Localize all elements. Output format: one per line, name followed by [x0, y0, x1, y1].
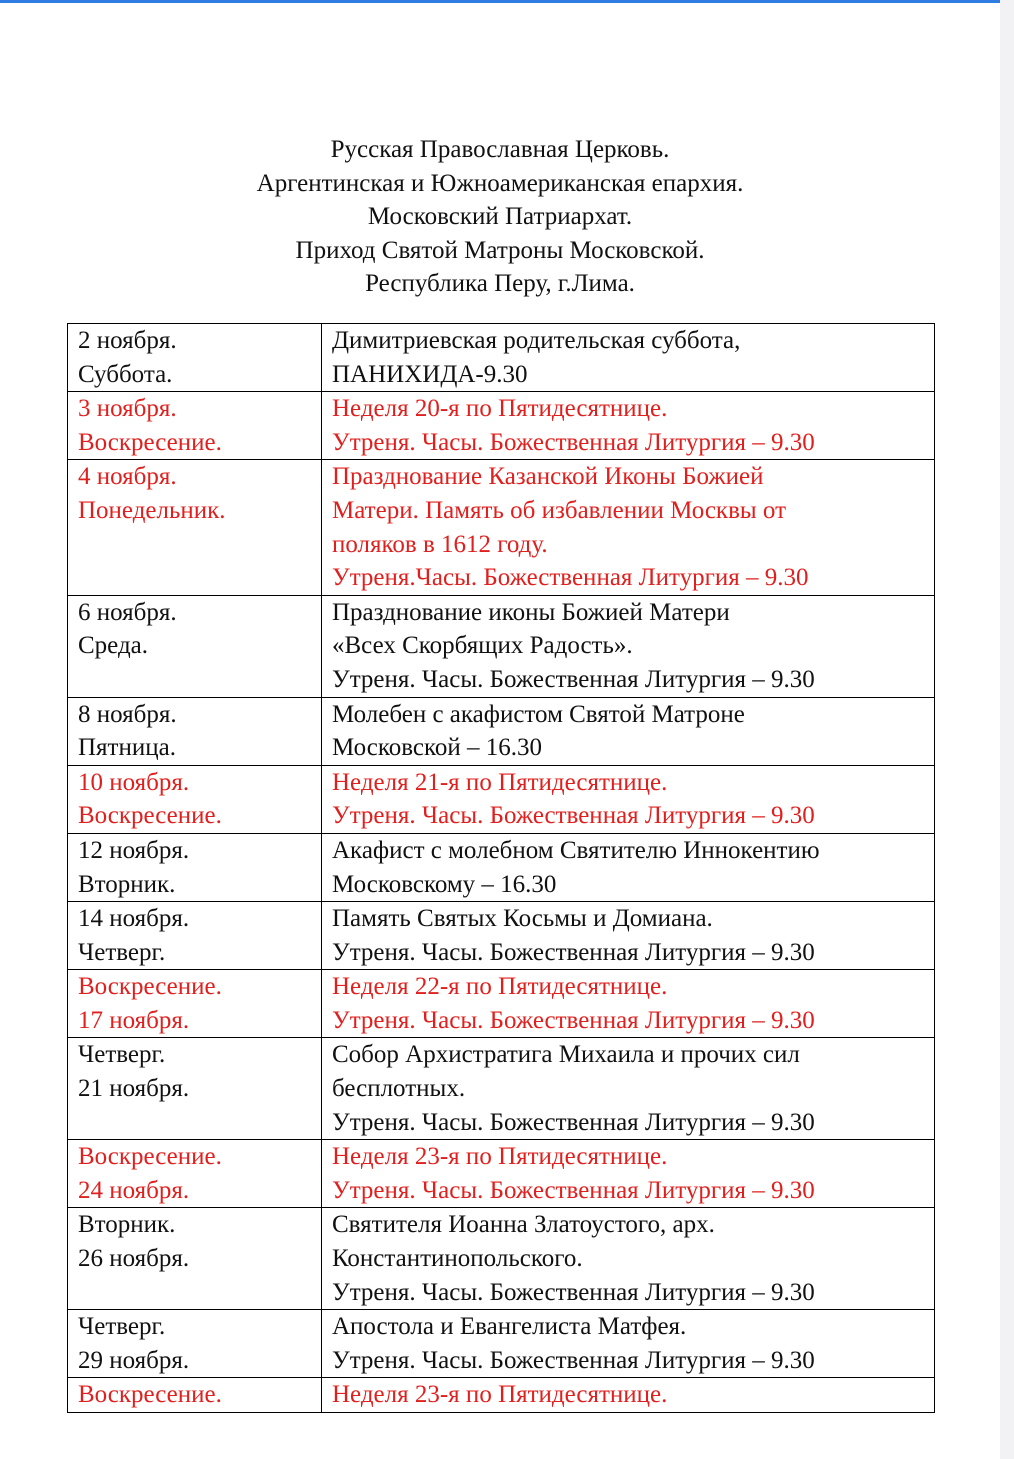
document-header [0, 133, 1000, 301]
scroll-gutter [1000, 0, 1014, 1459]
schedule-date-cell: 4 ноября. Понедельник. [68, 460, 322, 595]
schedule-row [68, 1378, 935, 1413]
schedule-date-cell: 8 ноября. Пятница. [68, 697, 322, 765]
schedule-date-cell: Вторник. 26 ноября. [68, 1208, 322, 1310]
schedule-date-cell: Воскресение. 17 ноября. [68, 970, 322, 1038]
header-line-patriarchate: Московский Патриархат. [367, 203, 633, 230]
schedule-row [68, 324, 935, 392]
schedule-date-cell: Четверг. 29 ноября. [68, 1310, 322, 1378]
schedule-row [68, 902, 935, 970]
schedule-service-cell: Неделя 23-я по Пятидесятнице. [322, 1378, 935, 1413]
schedule-date-cell: 10 ноября. Воскресение. [68, 765, 322, 833]
schedule-row [68, 1310, 935, 1378]
schedule-date-cell: Четверг. 21 ноября. [68, 1038, 322, 1140]
schedule-row [68, 970, 935, 1038]
schedule-service-cell: Неделя 21-я по Пятидесятнице. Утреня. Часы. Божественная Литургия – 9.30 [322, 765, 935, 833]
header-line-parish: Приход Святой Матроны Московской. [295, 236, 705, 264]
schedule-row [68, 595, 935, 697]
schedule-row [68, 460, 935, 595]
schedule-service-cell: Неделя 22-я по Пятидесятнице. Утреня. Часы. Божественная Литургия – 9.30 [322, 970, 935, 1038]
schedule-row [68, 1038, 935, 1140]
schedule-service-cell: Память Святых Косьмы и Домиана. Утреня. Часы. Божественная Литургия – 9.30 [322, 902, 935, 970]
schedule-service-cell: Молебен с акафистом Святой Матроне Московской – 16.30 [322, 697, 935, 765]
schedule-service-cell: Святителя Иоанна Златоустого, арх. Константинопольского. Утреня. Часы. Божественная Литургия – 9.30 [322, 1208, 935, 1310]
schedule-service-cell: Празднование иконы Божией Матери «Всех Скорбящих Радость». Утреня. Часы. Божественная Литургия – 9.30 [322, 595, 935, 697]
schedule-date-cell: 12 ноября. Вторник. [68, 833, 322, 901]
schedule-service-cell: Апостола и Евангелиста Матфея. Утреня. Часы. Божественная Литургия – 9.30 [322, 1310, 935, 1378]
schedule-date-cell: Воскресение. [68, 1378, 322, 1413]
header-line-diocese: Аргентинская и Южноамериканская епархия. [256, 169, 744, 197]
schedule-service-cell: Димитриевская родительская суббота, ПАНИХИДА-9.30 [322, 324, 935, 392]
schedule-service-cell: Акафист с молебном Святителю Иннокентию Московскому – 16.30 [322, 833, 935, 901]
header-line-location: Республика Перу, г.Лима. [365, 270, 635, 297]
schedule-row [68, 1140, 935, 1208]
schedule-service-cell: Неделя 20-я по Пятидесятнице. Утреня. Часы. Божественная Литургия – 9.30 [322, 392, 935, 460]
schedule-service-cell: Собор Архистратига Михаила и прочих сил бесплотных. Утреня. Часы. Божественная Литургия – 9.30 [322, 1038, 935, 1140]
schedule-service-cell: Празднование Казанской Иконы Божией Матери. Память об избавлении Москвы от поляков в 1612 году. Утреня.Часы. Божественная Литургия – 9.30 [322, 460, 935, 595]
schedule-body [68, 324, 935, 1413]
schedule-date-cell: 6 ноября. Среда. [68, 595, 322, 697]
header-line-church: Русская Православная Церковь. [330, 136, 670, 163]
schedule-row [68, 1208, 935, 1310]
schedule-row [68, 765, 935, 833]
schedule-row [68, 833, 935, 901]
schedule-date-cell: 3 ноября. Воскресение. [68, 392, 322, 460]
schedule-row [68, 697, 935, 765]
schedule-date-cell: 2 ноября. Суббота. [68, 324, 322, 392]
schedule-row [68, 392, 935, 460]
schedule-date-cell: Воскресение. 24 ноября. [68, 1140, 322, 1208]
service-schedule-table [67, 323, 935, 1413]
schedule-service-cell: Неделя 23-я по Пятидесятнице. Утреня. Часы. Божественная Литургия – 9.30 [322, 1140, 935, 1208]
schedule-date-cell: 14 ноября. Четверг. [68, 902, 322, 970]
